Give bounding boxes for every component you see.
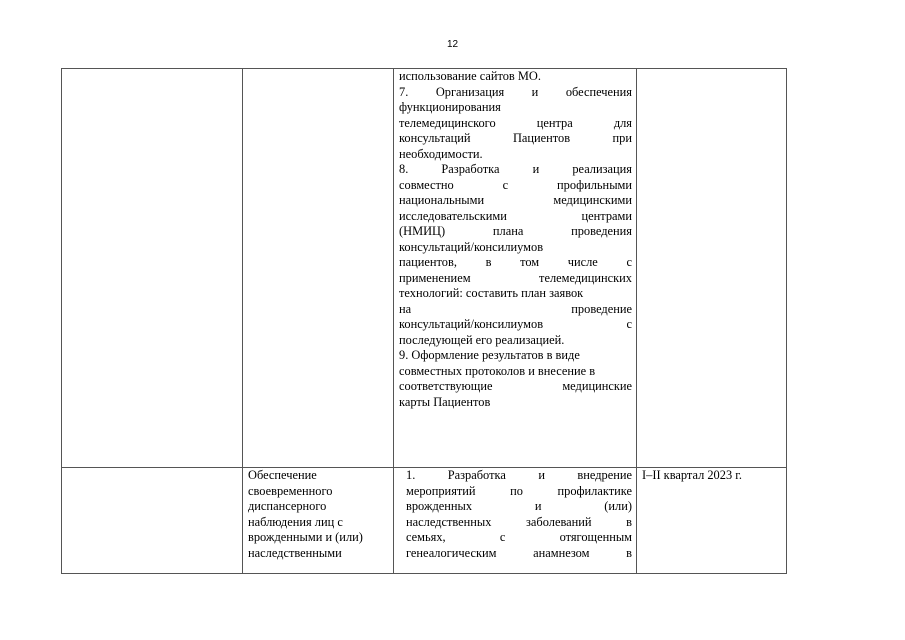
word: консультаций/консилиумов bbox=[399, 317, 544, 331]
activities-text bbox=[399, 468, 632, 561]
word: и bbox=[532, 162, 540, 176]
word: Разработка bbox=[447, 468, 506, 482]
word: с bbox=[502, 177, 509, 192]
word: медицинские bbox=[562, 379, 632, 393]
text-line: Обеспечение bbox=[248, 468, 317, 482]
cell-deadline bbox=[637, 468, 787, 574]
text-line: врожденными и (или) bbox=[248, 530, 363, 544]
text-line: необходимости. bbox=[399, 146, 483, 161]
word: телемедицинских bbox=[539, 270, 632, 285]
word: с bbox=[626, 317, 632, 331]
text-line bbox=[399, 116, 632, 132]
word: пациентов, bbox=[399, 255, 457, 269]
task-text bbox=[248, 468, 389, 561]
word: национальными bbox=[399, 193, 485, 207]
word: в bbox=[626, 514, 632, 529]
page-number: 12 bbox=[446, 39, 459, 50]
word: внедрение bbox=[577, 468, 632, 482]
text-line: 9. Оформление результатов в виде bbox=[399, 348, 580, 362]
word: по bbox=[510, 483, 523, 498]
word: 8. bbox=[399, 162, 409, 176]
word: при bbox=[612, 131, 632, 145]
text-line bbox=[399, 255, 632, 271]
word: заболеваний bbox=[526, 514, 592, 529]
table-row bbox=[62, 468, 787, 574]
cell-empty bbox=[62, 69, 243, 468]
text-line: последующей его реализацией. bbox=[399, 332, 565, 347]
cell-empty bbox=[243, 69, 394, 468]
word: врожденных bbox=[406, 499, 473, 513]
text-line bbox=[399, 162, 632, 178]
word: Разработка bbox=[441, 162, 500, 176]
text-line: использование сайтов МО. bbox=[399, 69, 541, 83]
word: и bbox=[534, 499, 542, 513]
plan-table bbox=[61, 68, 787, 574]
word: исследовательскими bbox=[399, 208, 507, 223]
word: профилактике bbox=[557, 483, 632, 498]
text-line bbox=[399, 271, 632, 287]
text-line: диспансерного bbox=[248, 499, 327, 513]
text-line: наследственными bbox=[248, 545, 342, 560]
word: в bbox=[485, 255, 492, 269]
text-line bbox=[399, 131, 632, 147]
text-line: консультаций/консилиумов bbox=[399, 239, 544, 254]
word: Организация bbox=[435, 84, 505, 99]
text-line: своевременного bbox=[248, 483, 333, 498]
word: проведение bbox=[571, 301, 632, 316]
text-line: технологий: составить план заявок bbox=[399, 286, 584, 300]
word: 1. bbox=[406, 468, 416, 482]
text-line bbox=[399, 178, 632, 194]
word: 7. bbox=[399, 84, 409, 99]
cell-empty bbox=[637, 69, 787, 468]
word: (или) bbox=[604, 499, 632, 513]
text-line bbox=[399, 317, 632, 333]
word: телемедицинского bbox=[399, 115, 496, 130]
word: числе bbox=[567, 255, 598, 269]
text-line bbox=[406, 530, 632, 546]
text-line: наблюдения лиц с bbox=[248, 514, 343, 529]
text-line bbox=[406, 515, 632, 531]
cell-empty bbox=[62, 468, 243, 574]
word: обеспечения bbox=[565, 84, 632, 99]
text-line bbox=[399, 209, 632, 225]
text-line bbox=[406, 468, 632, 484]
word: генеалогическим bbox=[406, 545, 497, 560]
word: совместно bbox=[399, 177, 454, 192]
word: медицинскими bbox=[553, 193, 632, 207]
word: том bbox=[520, 255, 540, 269]
text-line bbox=[406, 546, 632, 562]
word: (НМИЦ) bbox=[399, 224, 446, 238]
activities-text bbox=[399, 69, 632, 410]
table-row bbox=[62, 69, 787, 468]
text-line bbox=[399, 224, 632, 240]
word: наследственных bbox=[406, 514, 492, 529]
text-line bbox=[399, 379, 632, 395]
word: анамнезом bbox=[533, 545, 590, 560]
text-line bbox=[399, 193, 632, 209]
word: центрами bbox=[581, 208, 632, 223]
cell-activities bbox=[394, 69, 637, 468]
word: и bbox=[538, 468, 545, 482]
text-line bbox=[399, 85, 632, 101]
word: с bbox=[499, 530, 506, 544]
word: реализация bbox=[572, 162, 632, 176]
deadline-text: I–II квартал 2023 г. bbox=[642, 468, 743, 482]
cell-activities bbox=[394, 468, 637, 574]
word: отягощенным bbox=[559, 530, 632, 544]
text-line: функционирования bbox=[399, 100, 501, 114]
word: мероприятий bbox=[406, 483, 476, 498]
text-line bbox=[399, 302, 632, 318]
word: на bbox=[399, 301, 412, 316]
word: консультаций bbox=[399, 131, 471, 145]
word: в bbox=[626, 545, 632, 560]
word: профильными bbox=[557, 177, 632, 192]
cell-task bbox=[243, 468, 394, 574]
word: для bbox=[613, 115, 632, 130]
word: центра bbox=[536, 115, 573, 130]
word: проведения bbox=[571, 224, 632, 238]
word: и bbox=[531, 84, 539, 99]
word: соответствующие bbox=[399, 379, 493, 393]
text-line bbox=[406, 484, 632, 500]
text-line: карты Пациентов bbox=[399, 394, 491, 409]
word: с bbox=[626, 255, 632, 269]
word: плана bbox=[492, 224, 524, 238]
word: Пациентов bbox=[512, 131, 571, 145]
word: применением bbox=[399, 270, 471, 285]
text-line: совместных протоколов и внесение в bbox=[399, 363, 596, 378]
word: семьях, bbox=[406, 530, 446, 544]
text-line bbox=[406, 499, 632, 515]
